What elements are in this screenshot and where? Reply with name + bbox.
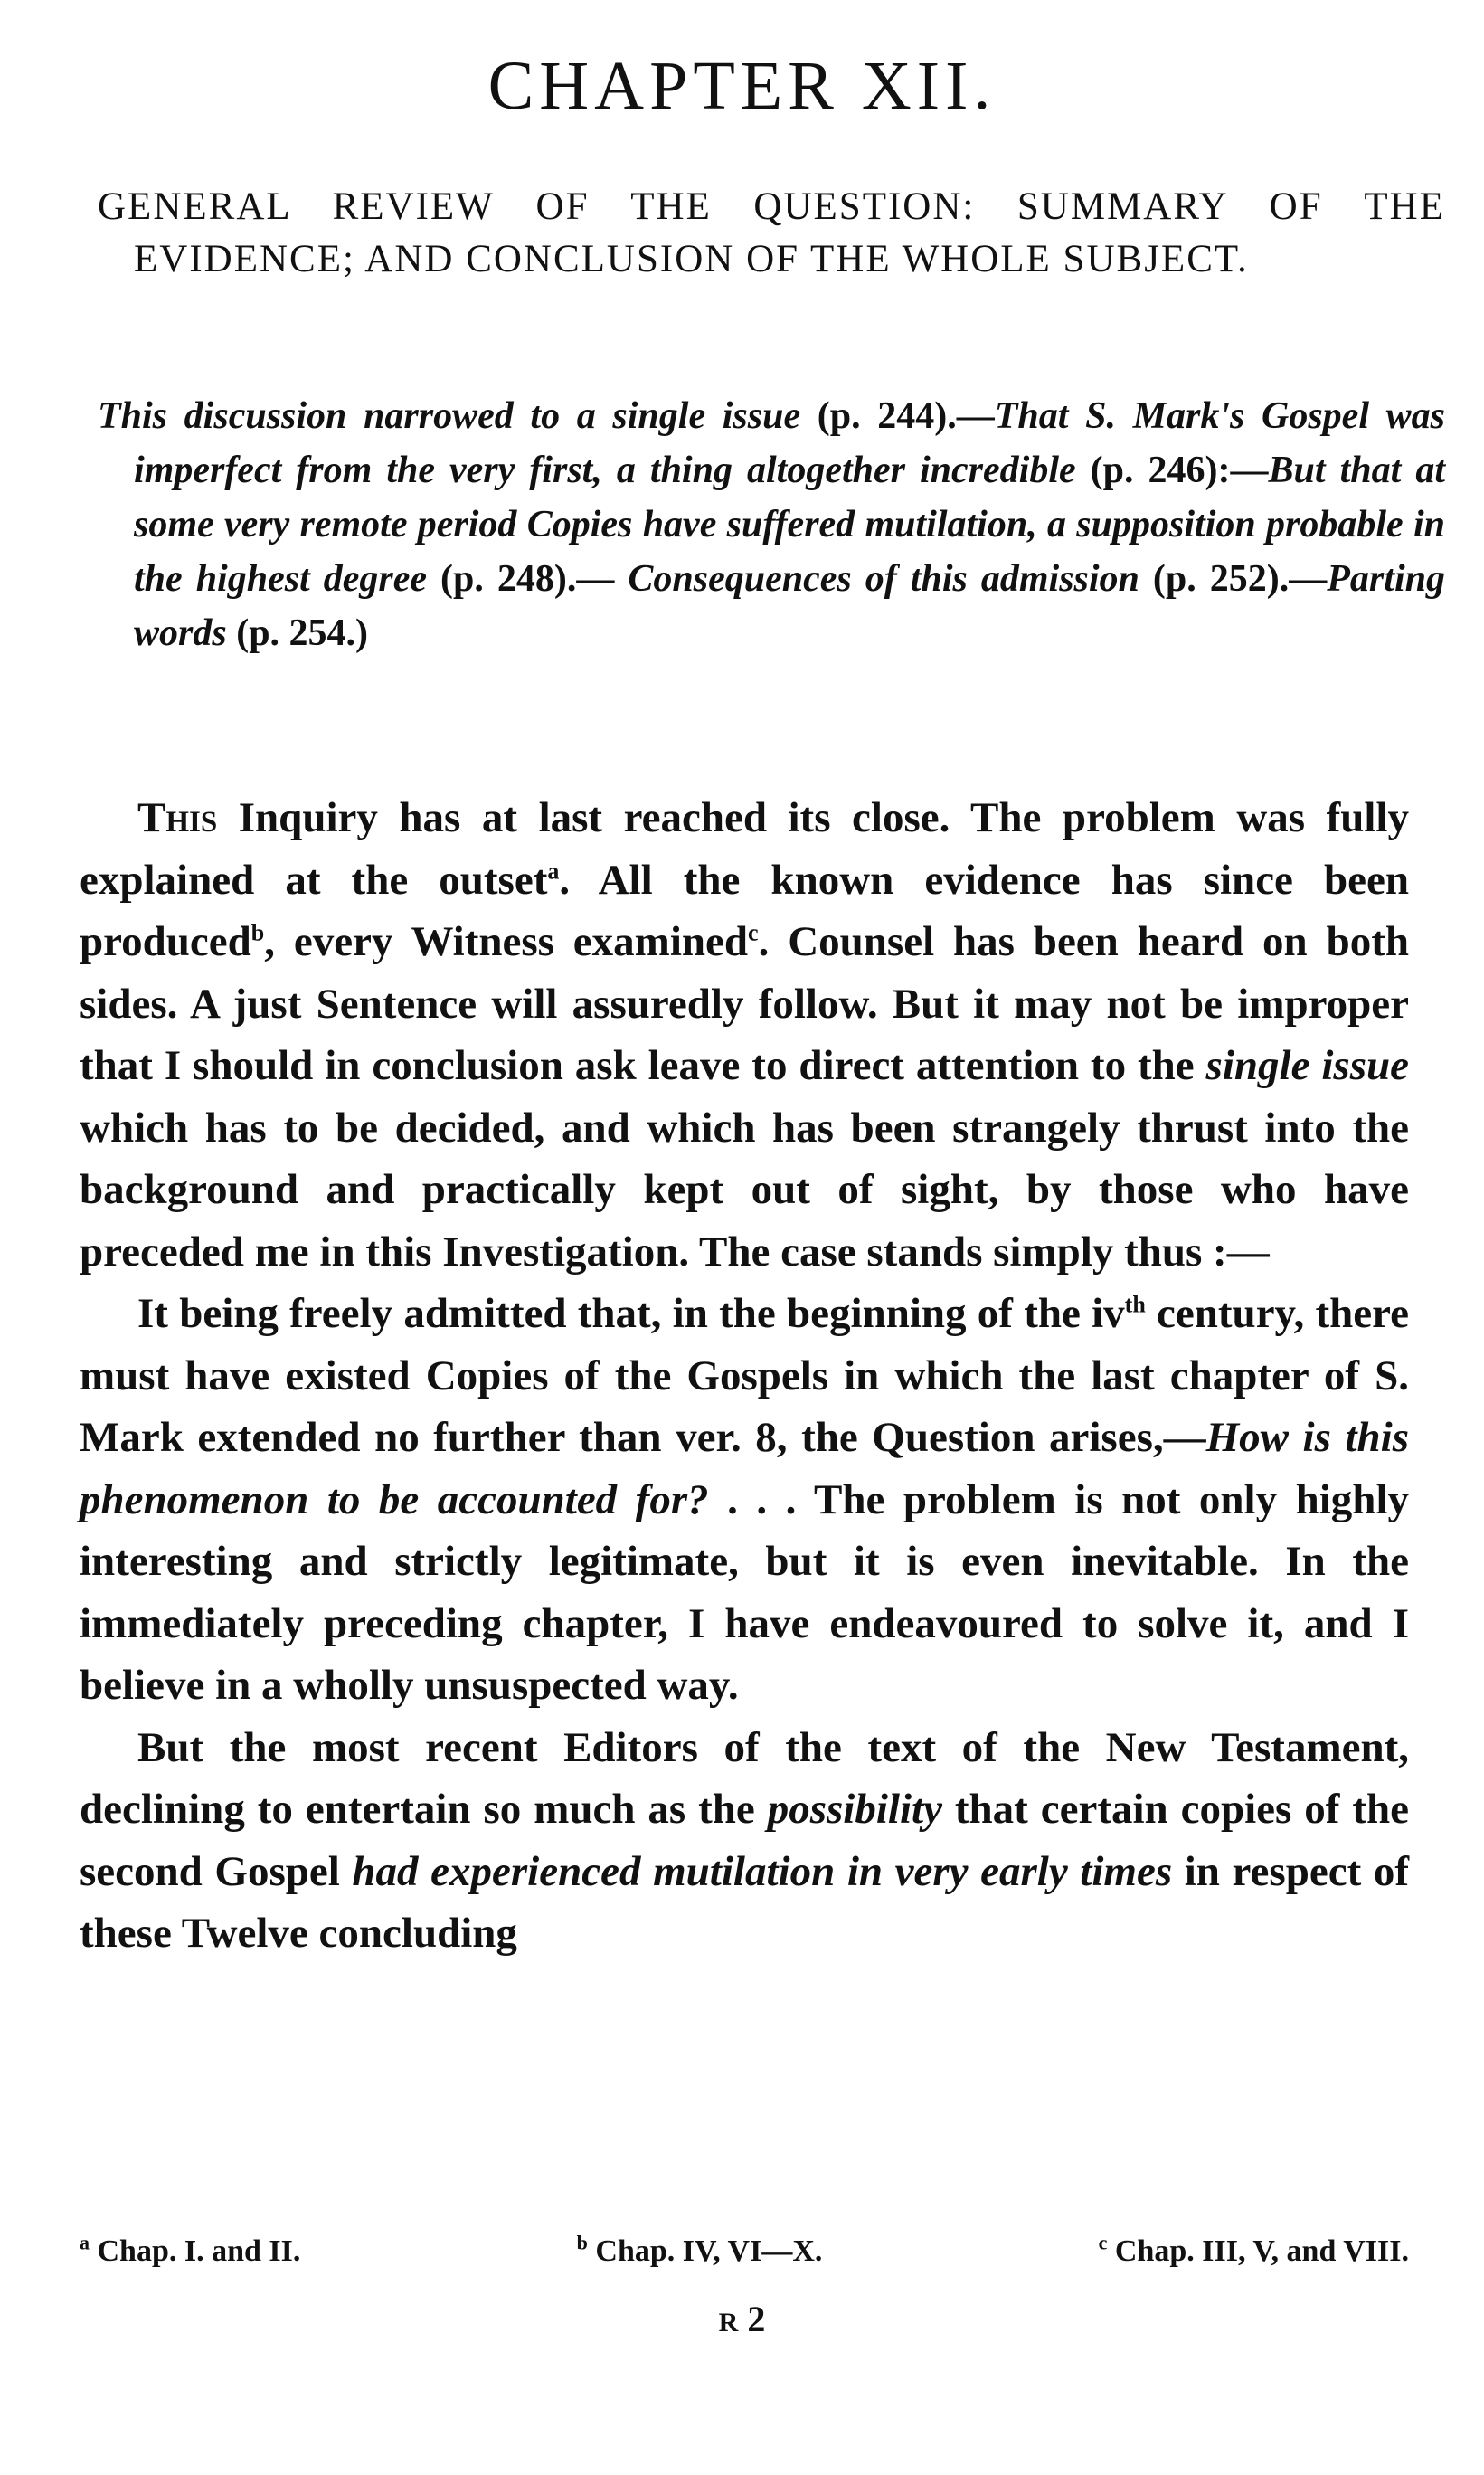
signature-number: 2 (738, 2299, 766, 2339)
summary-item-5: Parting words (134, 558, 1445, 654)
opening-word: This (137, 794, 218, 841)
footnote-ref-a: a (547, 857, 560, 884)
summary-item-3: But that at some very remote period Copies have suffered mutilation, a supposition probable in the highest degree (134, 450, 1445, 600)
superscript-th: th (1124, 1291, 1146, 1318)
paragraph-2-emphasis: How is this phenomenon to be accounted for? (80, 1414, 1409, 1523)
summary-page-ref-2: (p. 246):— (1075, 450, 1269, 491)
summary-item-1: This discussion narrowed to a single issue (98, 395, 801, 437)
signature-mark (0, 2298, 1484, 2340)
paragraph-1-text-1: Inquiry has at last reached its close. The problem was fully explained at the outset (80, 794, 1409, 904)
summary-page-ref-4: (p. 252).— (1139, 558, 1328, 600)
footnote-mark-b: b (576, 2231, 588, 2254)
footnote-mark-c: c (1098, 2231, 1108, 2254)
paragraph-1-text-5: which has to be decided, and which has been strangely thrust into the background and practically kept out of sight, by those who have preceded me in this Investigation. The case stands simply thus :— (80, 1104, 1409, 1275)
paragraph-1-text-3: , every Witness examined (264, 918, 749, 965)
footnote-mark-a: a (80, 2231, 90, 2254)
paragraph-2 (80, 1283, 1409, 1717)
paragraph-1-emphasis: single issue (1205, 1042, 1410, 1089)
paragraph-3-text-3: in respect of these Twelve concluding (80, 1847, 1409, 1957)
footnote-text-b: Chap. IV, VI—X. (587, 2234, 823, 2268)
paragraph-3-emphasis-2: had experienced mutilation in very early times (352, 1847, 1173, 1895)
paragraph-1 (80, 787, 1409, 1283)
paragraph-3-emphasis-1: possibility (767, 1786, 942, 1833)
paragraph-2-text-3: . . . The problem is not only highly interesting and strictly legitimate, but it is even inevitable. In the immediately preceding chapter, I have endeavoured to solve it, and I believe in a wholly unsuspected way. (80, 1475, 1410, 1709)
summary-page-ref-1: (p. 244).— (800, 395, 995, 437)
footnote-ref-c: c (748, 919, 759, 946)
paragraph-1-text-4: . Counsel has been heard on both sides. A just Sentence will assuredly follow. But it may not be improper that I should in conclusion ask leave to direct attention to the (80, 918, 1409, 1089)
chapter-subtitle: GENERAL REVIEW OF THE QUESTION: SUMMARY OF THE EVIDENCE; AND CONCLUSION OF THE WHOLE SUBJECT. (98, 185, 1445, 280)
signature-letter: R (718, 2308, 739, 2338)
footnote-c (1098, 2231, 1409, 2269)
chapter-summary (98, 389, 1445, 660)
summary-page-ref-3: (p. 248).— (427, 558, 629, 600)
paragraph-2-text-2: century, there must have existed Copies of the Gospels in which the last chapter of S. Mark extended no further than ver. 8, the Question arises,— (80, 1290, 1409, 1461)
paragraph-2-text-1: It being freely admitted that, in the beginning of the iv (137, 1290, 1125, 1337)
footnote-a (80, 2231, 301, 2269)
footnotes (80, 2231, 1409, 2269)
footnote-ref-b: b (250, 919, 265, 946)
summary-item-2: That S. Mark's Gospel was imperfect from the very first, a thing altogether incredible (134, 395, 1446, 491)
paragraph-3 (80, 1717, 1409, 1965)
paragraph-1-text-2: . All the known evidence has since been produced (80, 856, 1409, 965)
summary-item-4: Consequences of this admission (628, 558, 1139, 600)
paragraph-3-text-2: that certain copies of the second Gospel (80, 1786, 1409, 1895)
paragraph-3-text-1: But the most recent Editors of the text of the New Testament, declining to entertain so much as the (80, 1723, 1409, 1833)
chapter-title: CHAPTER XII. (487, 48, 997, 124)
body-text (80, 787, 1409, 1965)
footnote-text-a: Chap. I. and II. (90, 2234, 301, 2268)
summary-page-ref-5: (p. 254.) (226, 612, 369, 654)
footnote-text-c: Chap. III, V, and VIII. (1107, 2234, 1409, 2268)
footnote-b (576, 2231, 823, 2269)
